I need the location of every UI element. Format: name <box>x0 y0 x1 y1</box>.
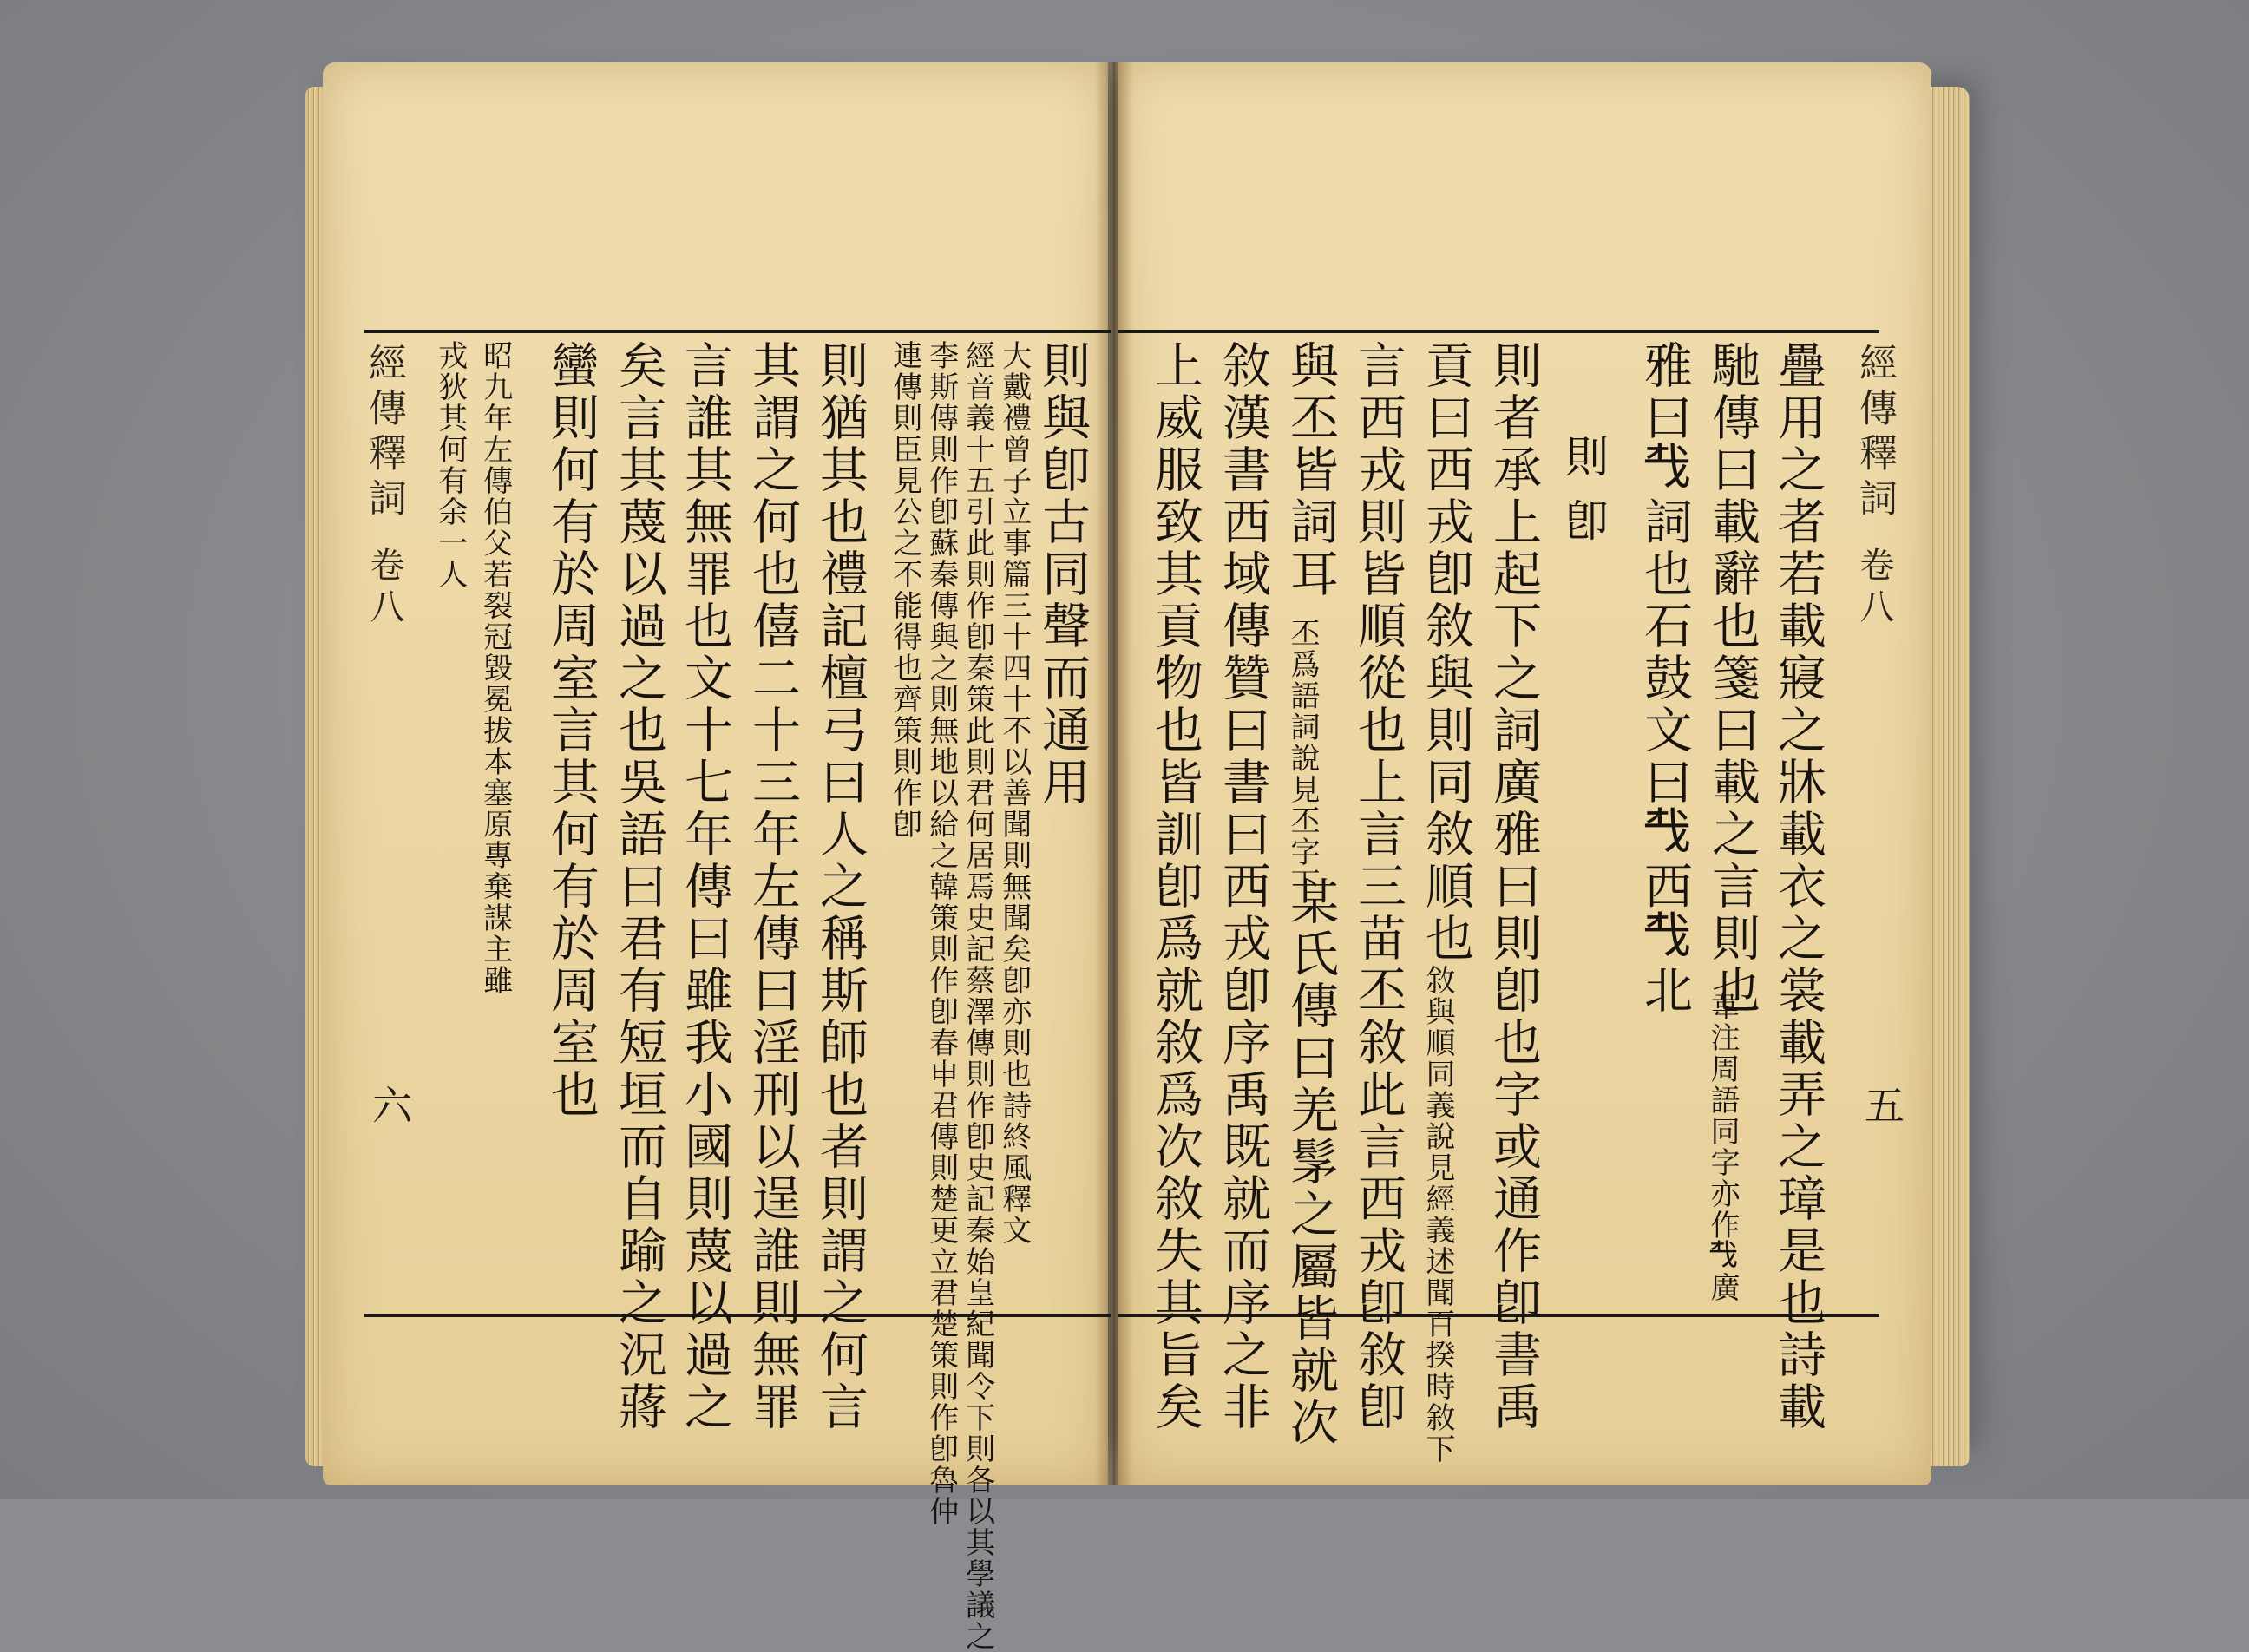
right-col-6-note: 敘與順同義說見經義述聞百揆時敘下 <box>1420 965 1455 1465</box>
left-margin-title: 經傳釋詞 <box>362 343 406 523</box>
left-col-8: 言誰其無罪也文十七年傳曰雖我小國則蔑以過之 <box>677 340 733 1433</box>
right-col-1: 疊用之者若載寢之牀載衣之裳載弄之璋是也詩載 <box>1770 340 1826 1433</box>
section-heading: 則卽 <box>1558 434 1609 562</box>
left-col-2: 大戴禮曾子立事篇三十四十不以善聞則無聞矣卽亦則也詩終風釋文 <box>996 340 1032 1246</box>
left-col-10: 蠻則何有於周室言其何有於周室也 <box>543 340 600 1121</box>
right-col-8-note: 丕爲語詞說見丕字下 <box>1285 618 1320 899</box>
left-col-4: 李斯傳則作卽蘇秦傳與之則無地以給之韓策則作卽春申君傳則楚更立君楚策則作卽魯仲 <box>923 340 959 1527</box>
left-folio: 六 <box>366 1085 413 1124</box>
right-col-5: 則者承上起下之詞廣雅曰則卽也字或通作卽書禹 <box>1485 340 1542 1433</box>
right-col-2: 馳傳曰載辭也箋曰載之言則也 <box>1704 340 1761 1017</box>
left-col-1: 則與卽古同聲而通用 <box>1034 340 1091 809</box>
right-margin-volume: 卷八 <box>1854 547 1894 630</box>
left-col-6: 則猶其也禮記檀弓曰人之稱斯師也者則謂之何言 <box>812 340 869 1433</box>
left-col-11: 昭九年左傳伯父若裂冠毀冕拔本塞原專棄謀主雖 <box>477 340 513 996</box>
left-col-5: 連傳則臣見公之不能得也齊策則作卽 <box>887 340 922 840</box>
left-margin-volume: 卷八 <box>364 547 404 630</box>
left-col-12: 戎狄其何有余一人 <box>432 340 468 590</box>
right-col-10: 上威服致其貢物也皆訓卽爲就敘爲次敘失其旨矣 <box>1147 340 1203 1433</box>
right-col-9: 敘漢書西域傳贊曰書曰西戎卽序禹既就而序之非 <box>1215 340 1271 1433</box>
right-col-8b: 某氏傳曰羌髳之屬皆就次 <box>1282 876 1339 1449</box>
right-col-8: 與丕皆詞耳 <box>1282 340 1339 600</box>
right-folio: 五 <box>1859 1085 1905 1124</box>
left-col-7: 其謂之何也僖二十三年左傳曰淫刑以逞誰則無罪 <box>744 340 801 1433</box>
left-col-3: 經音義十五引此則作卽秦策此則君何居焉史記蔡澤傳則作卽史記秦始皇紀聞令下則各以其學議之 <box>960 340 995 1652</box>
right-col-3: 雅曰𢦔詞也石鼓文曰𢦔西𢦔北 <box>1636 340 1693 1017</box>
right-col-2-note: 韋注周語同字亦作𢦔廣 <box>1705 991 1740 1303</box>
right-col-7: 言西戎則皆順從也上言三苗丕敘此言西戎卽敘卽 <box>1350 340 1406 1433</box>
right-margin-title: 經傳釋詞 <box>1852 343 1897 523</box>
right-col-6: 貢曰西戎卽敘與則同敘順也 <box>1418 340 1474 965</box>
left-col-9: 矣言其蔑以過之也吳語曰君有短垣而自踰之況蔣 <box>611 340 667 1433</box>
